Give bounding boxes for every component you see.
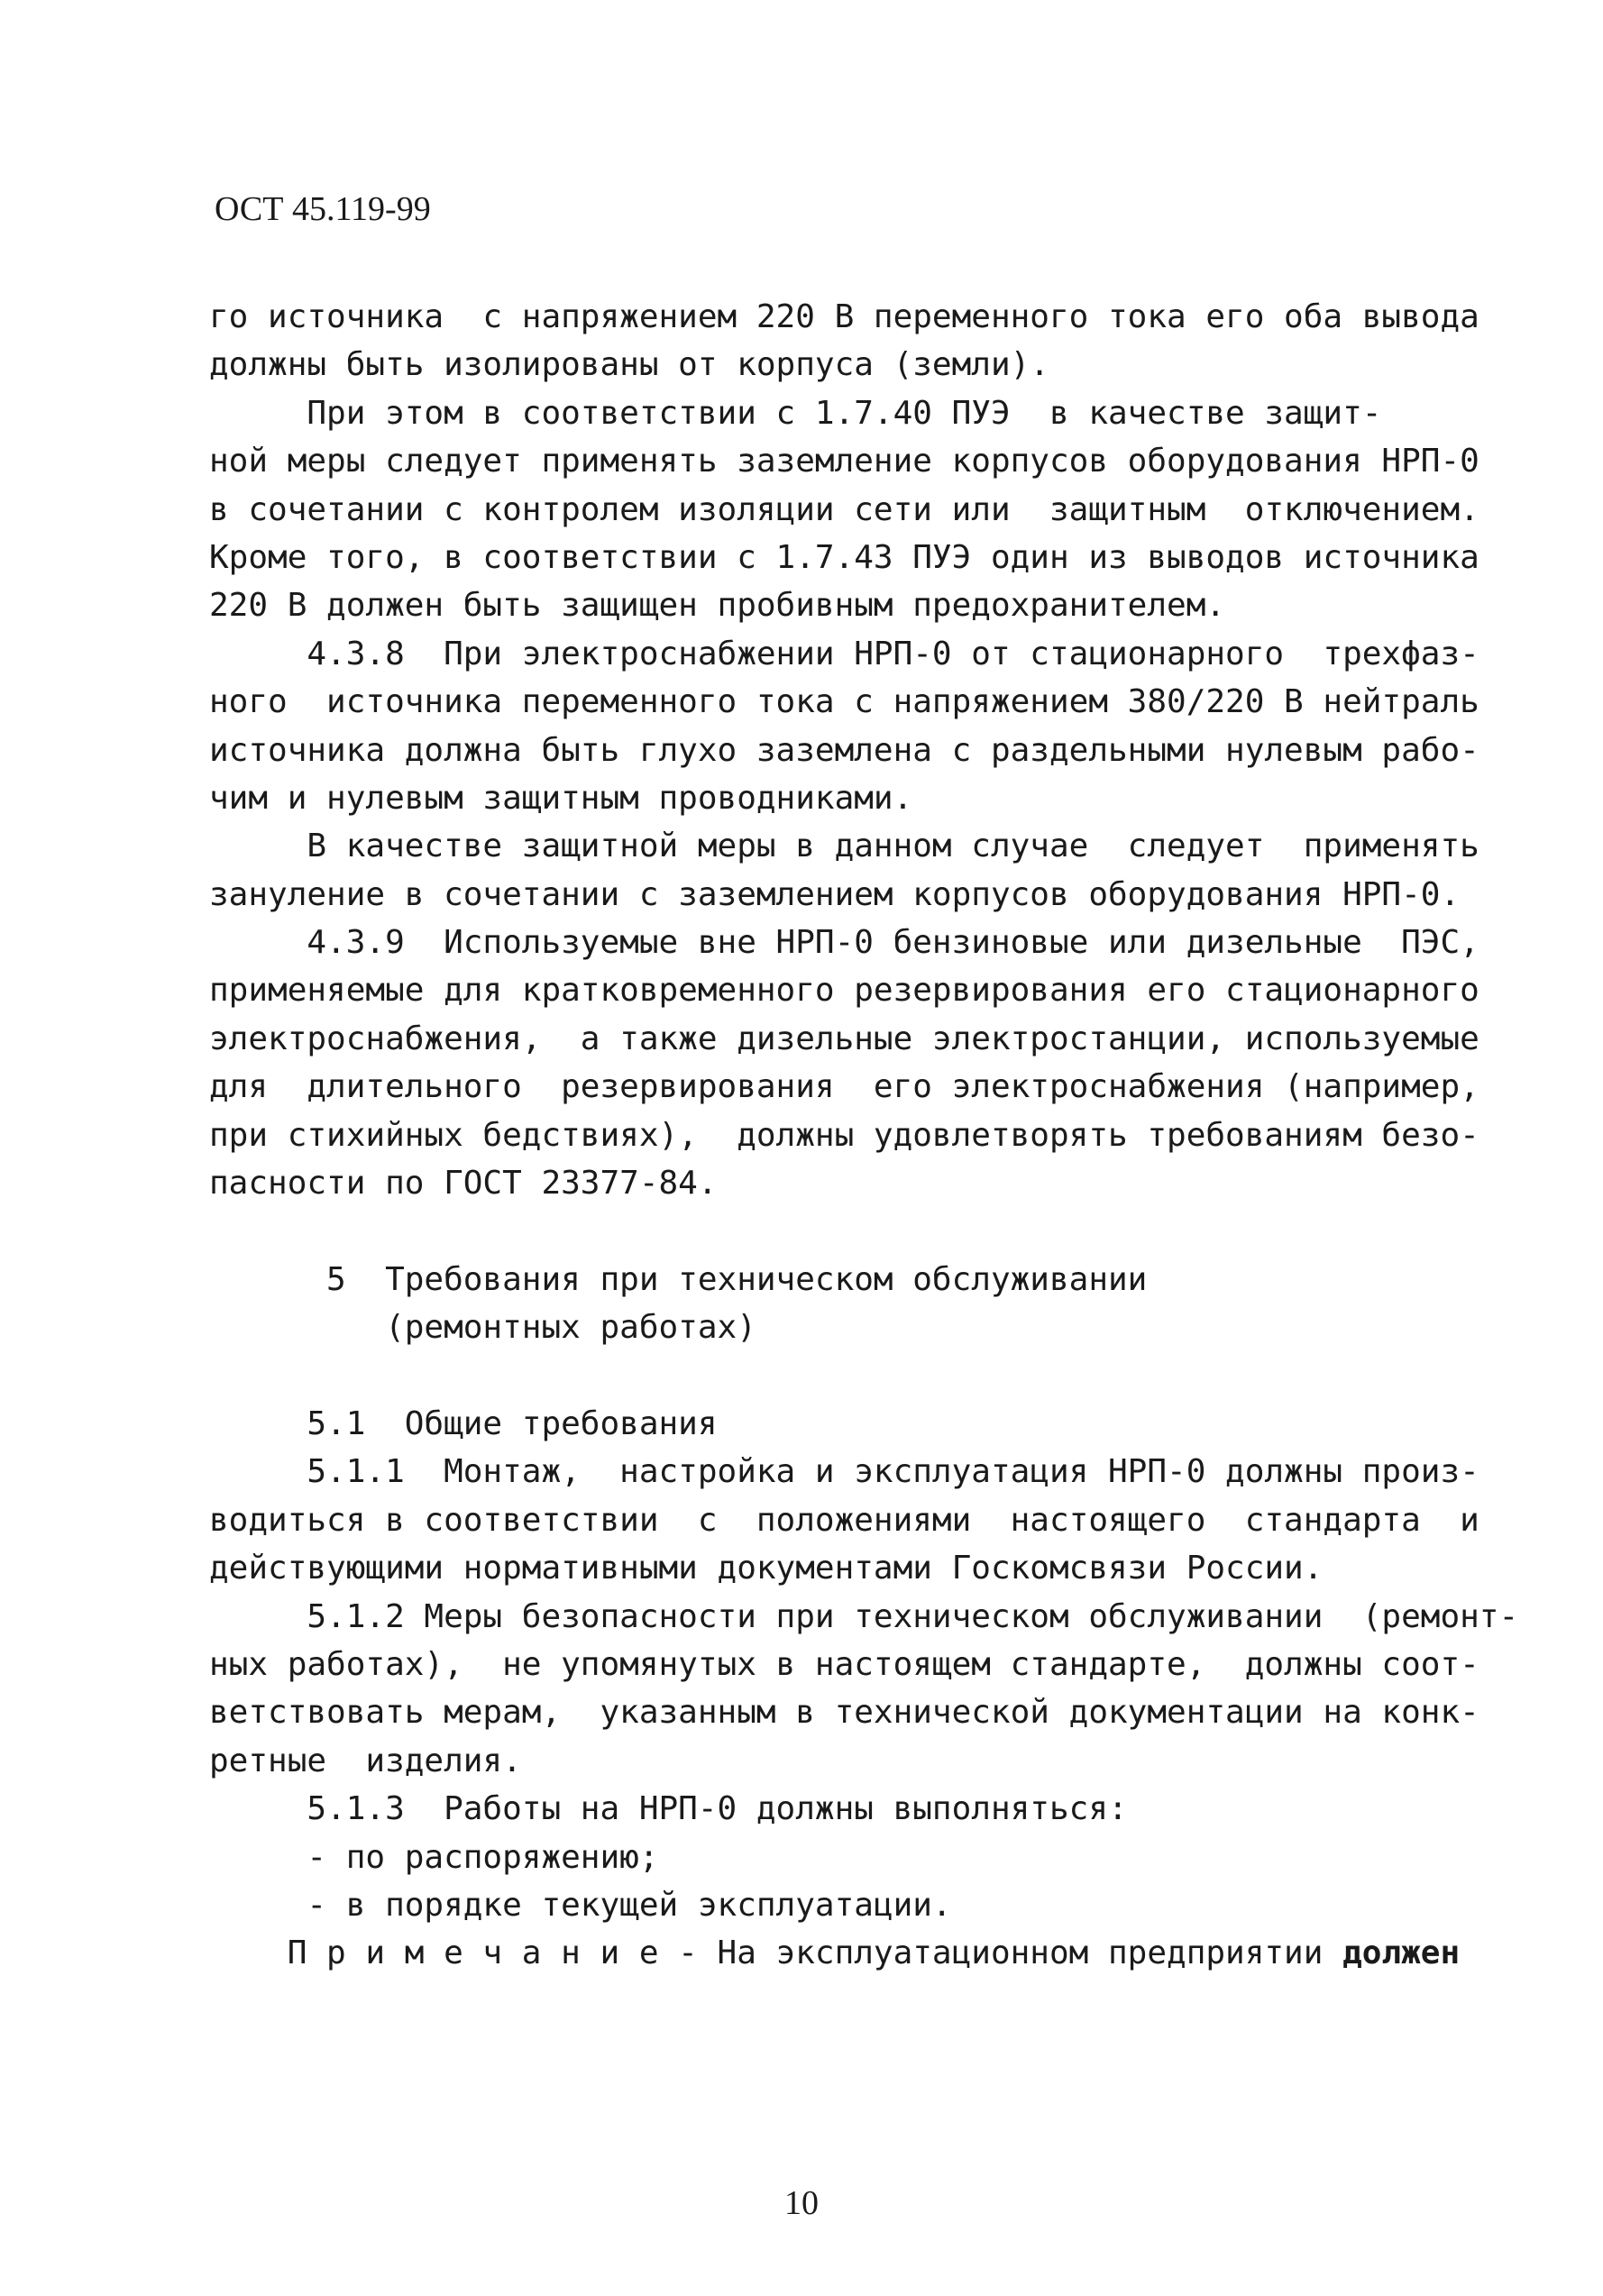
text-line: действующими нормативными документами Госкомсвязи России.	[209, 1550, 1324, 1587]
subsection-title: 5.1 Общие требования	[209, 1404, 718, 1442]
text-line: зануление в сочетании с заземлением корпусов оборудования НРП-0.	[209, 875, 1461, 913]
text-line: В качестве защитной меры в данном случае следует применять	[209, 828, 1479, 865]
spacer	[209, 1352, 1489, 1400]
text-line: должны быть изолированы от корпуса (земли).	[209, 346, 1049, 384]
text-line: пасности по ГОСТ 23377-84.	[209, 1165, 718, 1203]
document-body	[209, 293, 1519, 1978]
text-line: чим и нулевым защитным проводниками.	[209, 779, 913, 817]
text-line: При этом в соответствии с 1.7.40 ПУЭ в качестве защит-	[209, 394, 1382, 432]
text-line: в сочетании с контролем изоляции сети или защитным отключением.	[209, 490, 1479, 528]
note-text: П р и м е ч а н и е - На эксплуатационном предприятии	[209, 1935, 1343, 1972]
text-line: 5.1.2 Меры безопасности при техническом обслуживании (ремонт-	[209, 1597, 1519, 1635]
text-line: ретные изделия.	[209, 1742, 522, 1779]
text-line: при стихийных бедствиях), должны удовлетворять требованиям безо-	[209, 1116, 1479, 1154]
text-line: 5.1.1 Монтаж, настройка и эксплуатация НРП-0 должны произ-	[209, 1453, 1479, 1491]
text-line: 4.3.9 Используемые вне НРП-0 бензиновые или дизельные ПЭС,	[209, 924, 1479, 962]
text-line: электроснабжения, а также дизельные электростанции, используемые	[209, 1020, 1479, 1057]
text-line: 220 В должен быть защищен пробивным предохранителем.	[209, 587, 1226, 625]
text-line: ных работах), не упомянутых в настоящем стандарте, должны соот-	[209, 1645, 1479, 1683]
spacer	[209, 1207, 1489, 1255]
document-code: ОСТ 45.119-99	[215, 190, 431, 228]
note-line	[209, 1929, 1489, 1977]
list-item: - в порядке текущей эксплуатации.	[209, 1886, 952, 1924]
text-line: источника должна быть глухо заземлена с раздельными нулевым рабо-	[209, 731, 1479, 769]
text-line: 5.1.3 Работы на НРП-0 должны выполняться:	[209, 1790, 1128, 1828]
text-line: для длительного резервирования его электроснабжения (например,	[209, 1068, 1479, 1106]
list-item: - по распоряжению;	[209, 1838, 659, 1876]
text-line: го источника с напряжением 220 В переменного тока его оба вывода	[209, 298, 1479, 335]
section-title: 5 Требования при техническом обслуживании	[209, 1260, 1148, 1298]
text-line: ветствовать мерам, указанным в технической документации на конк-	[209, 1694, 1479, 1732]
text-line: ной меры следует применять заземление корпусов оборудования НРП-0	[209, 443, 1479, 480]
text-line: Кроме того, в соответствии с 1.7.43 ПУЭ один из выводов источника	[209, 538, 1479, 576]
text-line: ного источника переменного тока с напряжением 380/220 В нейтраль	[209, 683, 1479, 721]
text-line: 4.3.8 При электроснабжении НРП-0 от стационарного трехфаз-	[209, 635, 1479, 672]
note-bold-word: должен	[1342, 1935, 1461, 1972]
section-title-continued: (ремонтных работах)	[209, 1309, 756, 1347]
page-number: 10	[784, 2184, 819, 2222]
text-line: применяемые для кратковременного резервирования его стационарного	[209, 972, 1479, 1010]
text-line: водиться в соответствии с положениями настоящего стандарта и	[209, 1501, 1479, 1539]
